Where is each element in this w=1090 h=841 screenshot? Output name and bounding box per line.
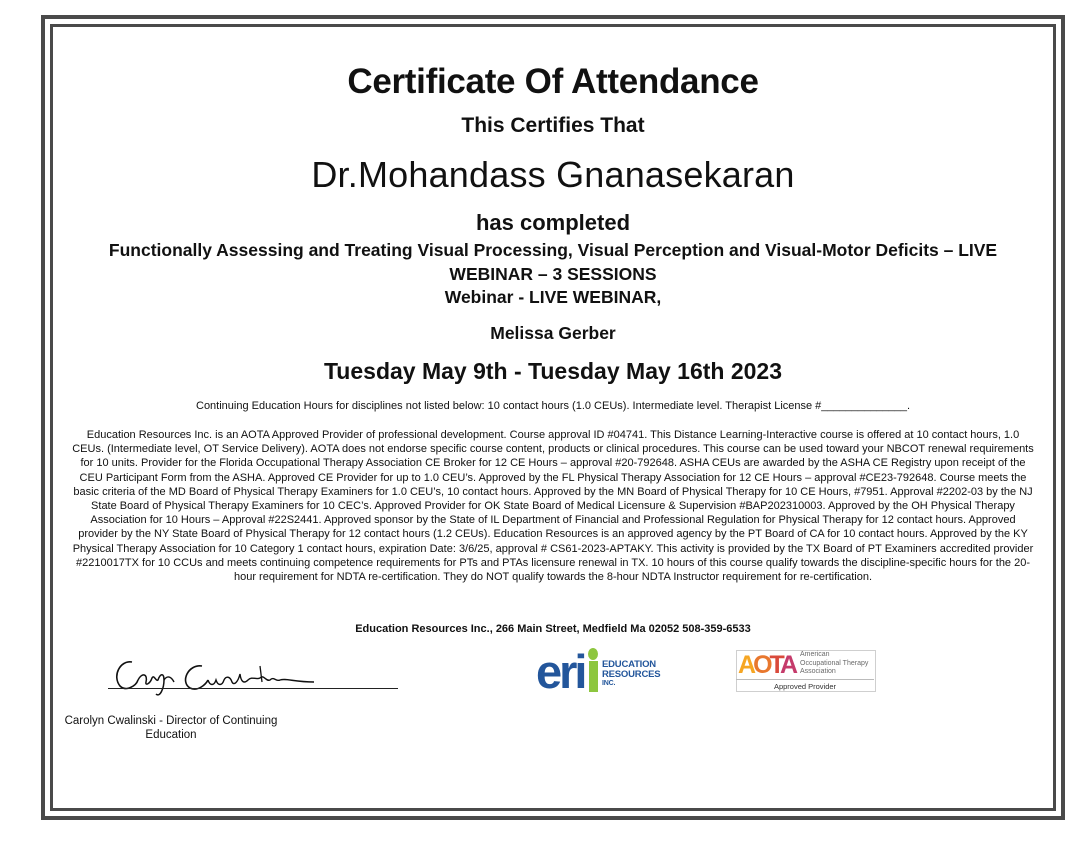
eri-logo-stem-icon (589, 661, 598, 692)
certifies-subtitle: This Certifies That (461, 114, 645, 137)
aota-approved-provider: Approved Provider (736, 679, 874, 691)
eri-logo-leaf-icon (588, 648, 598, 660)
eri-logo-line3: INC. (602, 680, 616, 688)
provider-address: Education Resources Inc., 266 Main Street, Medfield Ma 02052 508-359-6533 (355, 623, 751, 635)
aota-line3: Association (800, 668, 836, 675)
eri-logo-wordmark (602, 660, 660, 689)
course-title: Functionally Assessing and Treating Visual Processing, Visual Perception and Visual-Motor Deficits – LIVE WEBINAR – 3 SESSIONS (108, 240, 998, 284)
contact-hours-line: Continuing Education Hours for disciplines not listed below: 10 contact hours (1.0 CEUs). Intermediate level. Therapist License #______________. (196, 400, 910, 412)
course-format: Webinar - LIVE WEBINAR, (444, 287, 662, 307)
aota-logo-text (800, 651, 868, 677)
completed-label: has completed (475, 210, 631, 235)
approval-statement: Education Resources Inc. is an AOTA Approved Provider of professional development. Course approval ID #04741. This Distance Learning-Interactive course is offered at 10 contact hours, 1.0 CEUs. (Intermediate level, OT Service Delivery). AOTA does not endorse specific course content, products or clinical procedures. This course can be used toward your NBCOT renewal requirements for 10 units. Provider for the Florida Occupational Therapy Association CE Broker for 12 CE Hours – approval #20-792648. ASHA CEUs are awarded by the ASHA CE Registry upon receipt of the CEU Participant Form from the ASHA. Approved CE Provider for up to 1.0 CEU’s. Approved by the FL Physical Therapy Association for 12 CE Hours – approval #CE23-792648. Course meets the basic criteria of the MD Board of Physical Therapy Examiners for 1.0 CEU’s, 10 contact hours. Approved by the MN Board of Physical Therapy for 10 CE Hours, #7951. Approval #2202-03 by the NJ State Board of Physical Therapy Examiners for 10 CEC’s. Approved Provider for OK State Board of Medical Licensure & Supervision #BAP202310003. Approved by the OH Physical Therapy Association for 10 Hours – Approval #22S2441. Approved sponsor by the State of IL Department of Financial and Professional Regulation for Physical Therapy for 12 contact hours. Approved provider by the NY State Board of Physical Therapy for 12 contact hours (1.2 CEUs). Education Resources is an approved agency by the PT Board of CA for 10 contact hours. Approved by the KY Physical Therapy Association for 10 Category 1 contact hours, expiration Date: 3/6/25, approval # CS61-2023-APTAKY. This activity is provided by the TX Board of PT Examiners accredited provider #2210017TX for 10 CCUs and meets continuing competence requirements for PTs and PTAs licensure renewal in TX. 10 hours of this course qualify towards the discipline-specific hours for the 20-hour requirement for NDTA re-certification. They do NOT qualify towards the 8-hour NDTA Instructor requirement for re-certification. (72, 429, 1034, 584)
aota-line1: American (800, 651, 830, 658)
eri-logo-line2: RESOURCES (602, 668, 661, 680)
instructor-name: Melissa Gerber (490, 323, 616, 343)
eri-logo: eri (536, 645, 585, 698)
signature-caption: Carolyn Cwalinski - Director of Continuing Education (64, 715, 278, 741)
aota-logo-mark: AOTA (738, 651, 795, 679)
signature-line (108, 688, 398, 689)
certificate-title: Certificate Of Attendance (347, 62, 759, 101)
recipient-name: Dr.Mohandass Gnanasekaran (311, 154, 795, 195)
course-dates: Tuesday May 9th - Tuesday May 16th 2023 (323, 358, 783, 384)
signature-image (110, 652, 340, 700)
aota-line2: Occupational Therapy (800, 659, 869, 667)
eri-logo-line1: EDUCATION (602, 659, 656, 670)
